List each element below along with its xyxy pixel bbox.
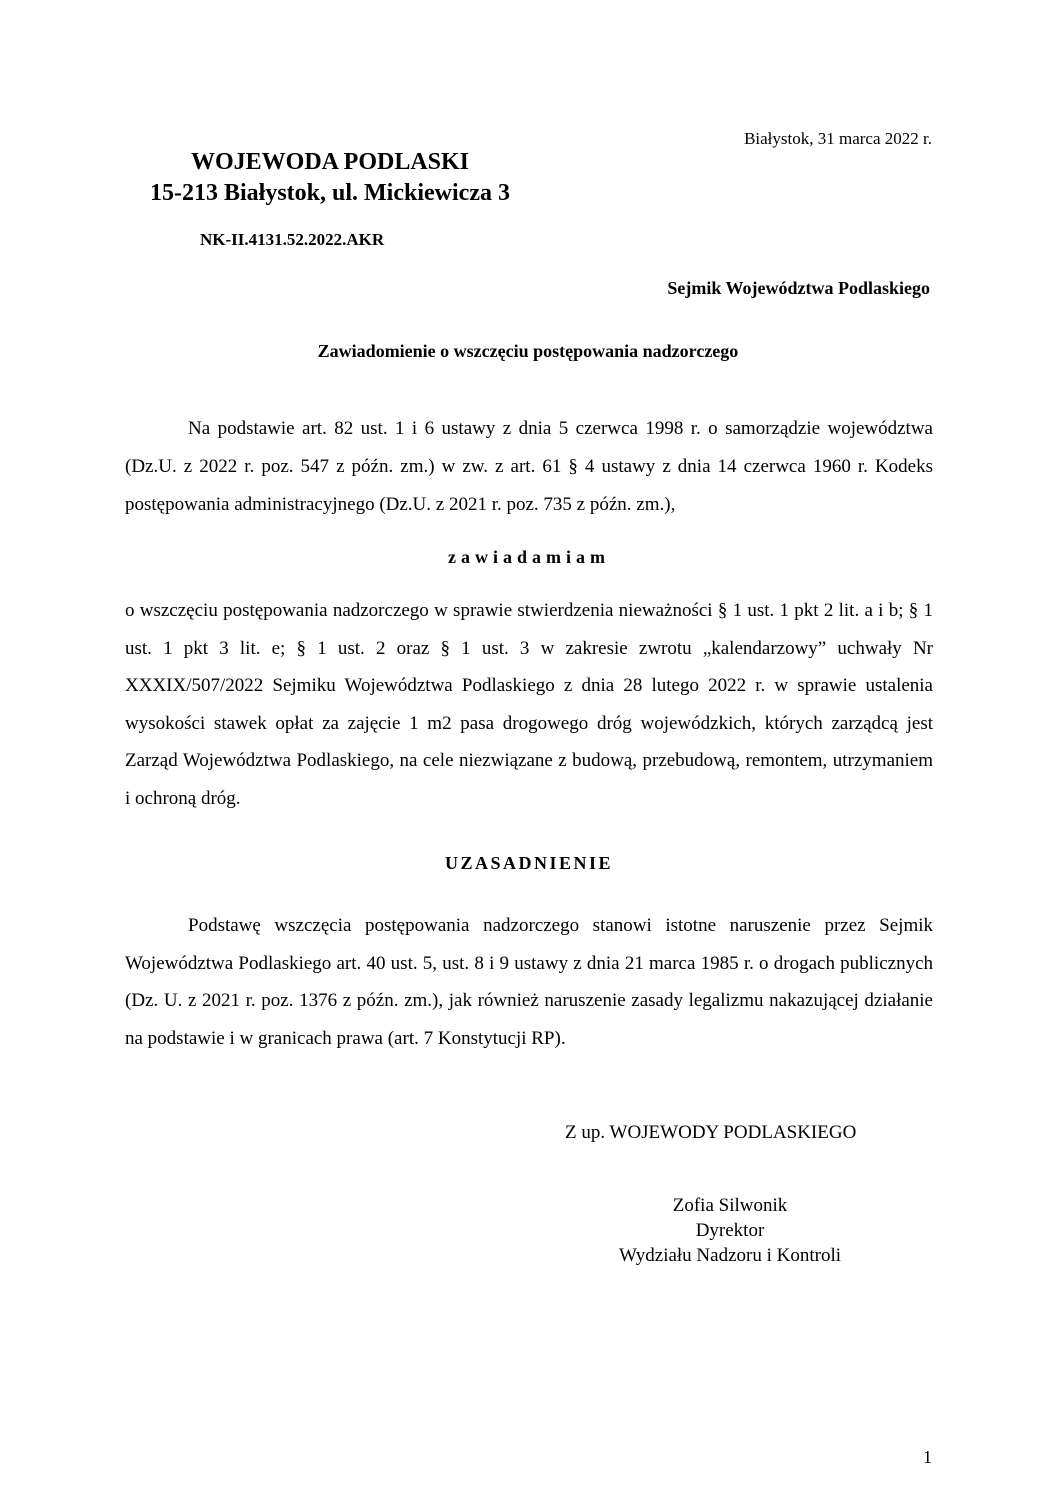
on-behalf-line: Z up. WOJEWODY PODLASKIEGO <box>565 1122 857 1143</box>
recipient: Sejmik Województwa Podlaskiego <box>667 278 930 298</box>
document-subject: Zawiadomienie o wszczęciu postępowania nadzorczego <box>317 341 739 361</box>
justification-paragraph: Podstawę wszczęcia postępowania nadzorczego stanowi istotne naruszenie przez Sejmik Województwa Podlaskiego art. 40 ust. 5, ust. 8 i 9 ustawy z dnia 21 marca 1985 r. o drogach publicznych (Dz. U. z 2021 r. poz. 1376 z późn. zm.), jak również naruszenie zasady legalizmu nakazującej działanie na podstawie i w granicach prawa (art. 7 Konstytucji RP). <box>125 915 933 1049</box>
decree-heading: zawiadamiam <box>448 547 610 567</box>
legal-basis-paragraph: Na podstawie art. 82 ust. 1 i 6 ustawy z dnia 5 czerwca 1998 r. o samorządzie województwa (Dz.U. z 2022 r. poz. 547 z późn. zm.) w zw. z art. 61 § 4 ustawy z dnia 14 czerwca 1960 r. Kodeks postępowania administracyjnego (Dz.U. z 2021 r. poz. 735 z późn. zm.), <box>125 418 933 515</box>
signatory-position: Dyrektor <box>695 1220 765 1241</box>
authority-address: 15-213 Białystok, ul. Mickiewicza 3 <box>150 180 510 206</box>
decision-paragraph: o wszczęciu postępowania nadzorczego w sprawie stwierdzenia nieważności § 1 ust. 1 pkt 2 lit. a i b; § 1 ust. 1 pkt 3 lit. e; § 1 ust. 2 oraz § 1 ust. 3 w zakresie zwrotu „kalendarzowy” uchwały Nr XXXIX/507/2022 Sejmiku Województwa Podlaskiego z dnia 28 lutego 2022 r. w sprawie ustalenia wysokości stawek opłat za zajęcie 1 m2 pasa drogowego dróg wojewódzkich, których zarządcą jest Zarząd Województwa Podlaskiego, na cele niezwiązane z budową, przebudową, remontem, utrzymaniem i ochroną dróg. <box>125 600 933 809</box>
signature-block <box>590 1193 870 1268</box>
signatory-department: Wydziału Nadzoru i Kontroli <box>618 1245 842 1266</box>
justification-heading: UZASADNIENIE <box>444 853 614 873</box>
document-date: Białystok, 31 marca 2022 r. <box>744 129 932 148</box>
signatory-name: Zofia Silwonik <box>672 1195 788 1216</box>
reference-number: NK-II.4131.52.2022.AKR <box>200 230 385 249</box>
authority-name: WOJEWODA PODLASKI <box>190 149 470 175</box>
authority-header <box>130 147 530 209</box>
page-number: 1 <box>923 1447 932 1467</box>
